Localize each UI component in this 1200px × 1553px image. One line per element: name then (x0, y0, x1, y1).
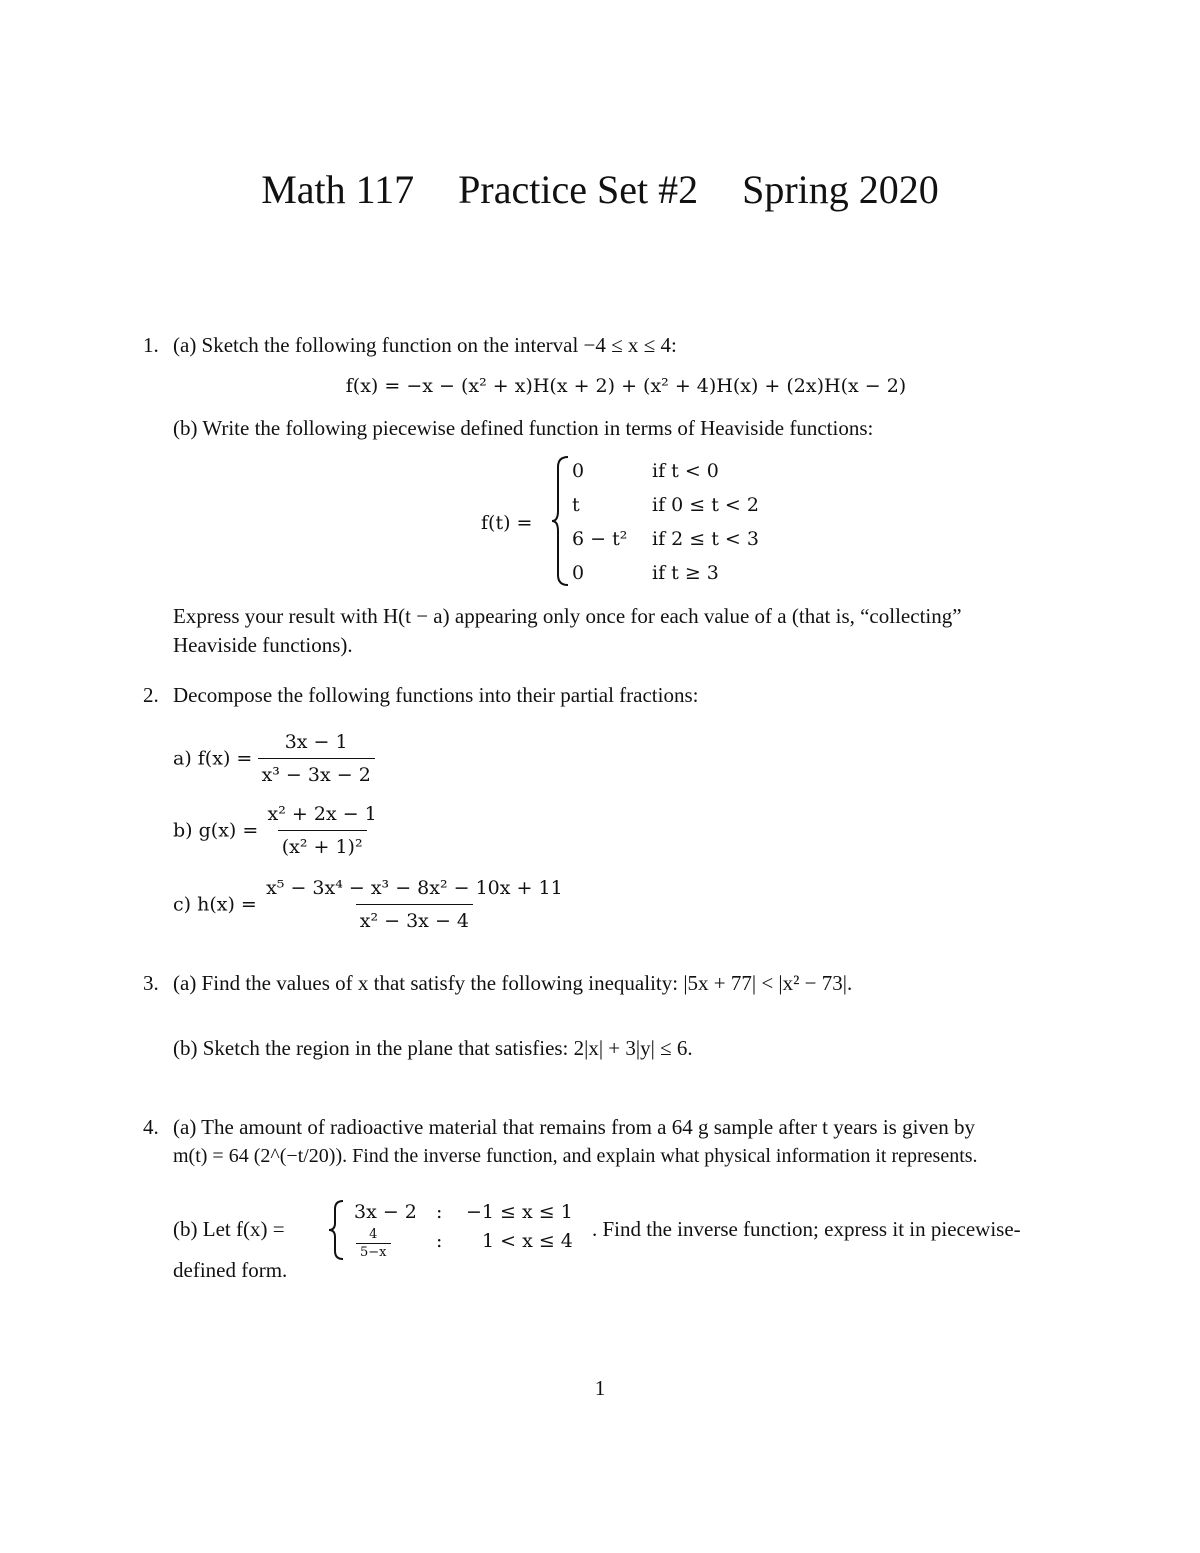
set-name: Practice Set #2 (458, 167, 699, 212)
case-4b-1-value: 3x − 2 (354, 1201, 417, 1223)
page-title (0, 166, 1200, 213)
problem-1b-note-line2: Heaviside functions). (173, 633, 353, 657)
case-4b-2-numerator: 4 (369, 1227, 378, 1242)
fraction-a (173, 728, 375, 789)
fraction-c-denominator: x² − 3x − 4 (356, 904, 473, 935)
problem-3-number: 3. (143, 971, 159, 995)
problem-4b-prefix: (b) Let f(x) = (173, 1217, 285, 1241)
case-3-condition: if 2 ≤ t < 3 (652, 528, 759, 550)
fraction-b-label: b) g(x) = (173, 819, 259, 842)
fraction-c-body (262, 874, 567, 935)
case-4-value: 0 (572, 562, 585, 584)
fraction-b-body (264, 800, 381, 861)
problem-1b-lhs: f(t) = (481, 512, 533, 534)
problem-4-number: 4. (143, 1115, 159, 1139)
case-4b-2-sep: : (436, 1230, 443, 1252)
left-brace-icon (550, 455, 572, 587)
fraction-c-numerator: x⁵ − 3x⁴ − x³ − 8x² − 10x + 11 (266, 877, 563, 899)
fraction-b-numerator: x² + 2x − 1 (267, 803, 377, 825)
fraction-b (173, 800, 381, 861)
case-1-condition: if t < 0 (652, 460, 719, 482)
fraction-c-label: c) h(x) = (173, 893, 257, 916)
problem-3a-text: (a) Find the values of x that satisfy the following inequality: |5x + 77| < |x² − 73|. (173, 971, 853, 995)
case-1-value: 0 (572, 460, 585, 482)
fraction-a-body (258, 728, 375, 789)
problem-2-number: 2. (143, 683, 159, 707)
problem-1b-note-line1: Express your result with H(t − a) appearing only once for each value of a (that is, “collecting” (173, 604, 962, 628)
problem-3b-text: (b) Sketch the region in the plane that satisfies: 2|x| + 3|y| ≤ 6. (173, 1036, 693, 1060)
case-3-value: 6 − t² (572, 528, 628, 550)
fraction-a-numerator: 3x − 1 (284, 731, 348, 753)
fraction-a-denominator: x³ − 3x − 2 (258, 758, 375, 789)
problem-4b-suffix: . Find the inverse function; express it in piecewise- (592, 1217, 1021, 1241)
problem-1a-text: (a) Sketch the following function on the interval −4 ≤ x ≤ 4: (173, 333, 677, 357)
problem-1-number: 1. (143, 333, 159, 357)
case-2-condition: if 0 ≤ t < 2 (652, 494, 759, 516)
problem-4a-line2: m(t) = 64 (2^(−t/20)). Find the inverse function, and explain what physical information it represents. (173, 1145, 978, 1167)
course-name: Math 117 (261, 167, 415, 212)
case-4b-1-condition: −1 ≤ x ≤ 1 (466, 1201, 573, 1223)
fraction-c (173, 874, 567, 935)
case-4-condition: if t ≥ 3 (652, 562, 719, 584)
case-4b-1-sep: : (436, 1201, 443, 1223)
problem-4b-line2: defined form. (173, 1258, 288, 1282)
case-4b-2-denominator: 5−x (356, 1243, 391, 1260)
left-brace-icon-2 (327, 1199, 347, 1261)
problem-4a-line1: (a) The amount of radioactive material that remains from a 64 g sample after t years is given by (173, 1115, 975, 1139)
term: Spring 2020 (742, 167, 939, 212)
page-number: 1 (594, 1376, 606, 1400)
problem-1b-text: (b) Write the following piecewise defined function in terms of Heaviside functions: (173, 416, 874, 440)
problem-1a-formula: f(x) = −x − (x² + x)H(x + 2) + (x² + 4)H(x) + (2x)H(x − 2) (345, 375, 907, 397)
fraction-a-label: a) f(x) = (173, 747, 253, 770)
case-4b-2-fraction (356, 1228, 391, 1260)
problem-2-intro: Decompose the following functions into their partial fractions: (173, 683, 699, 707)
case-2-value: t (572, 494, 580, 516)
fraction-b-denominator: (x² + 1)² (278, 830, 367, 861)
case-4b-2-condition: 1 < x ≤ 4 (482, 1230, 573, 1252)
case-4b-2-value (356, 1228, 391, 1260)
